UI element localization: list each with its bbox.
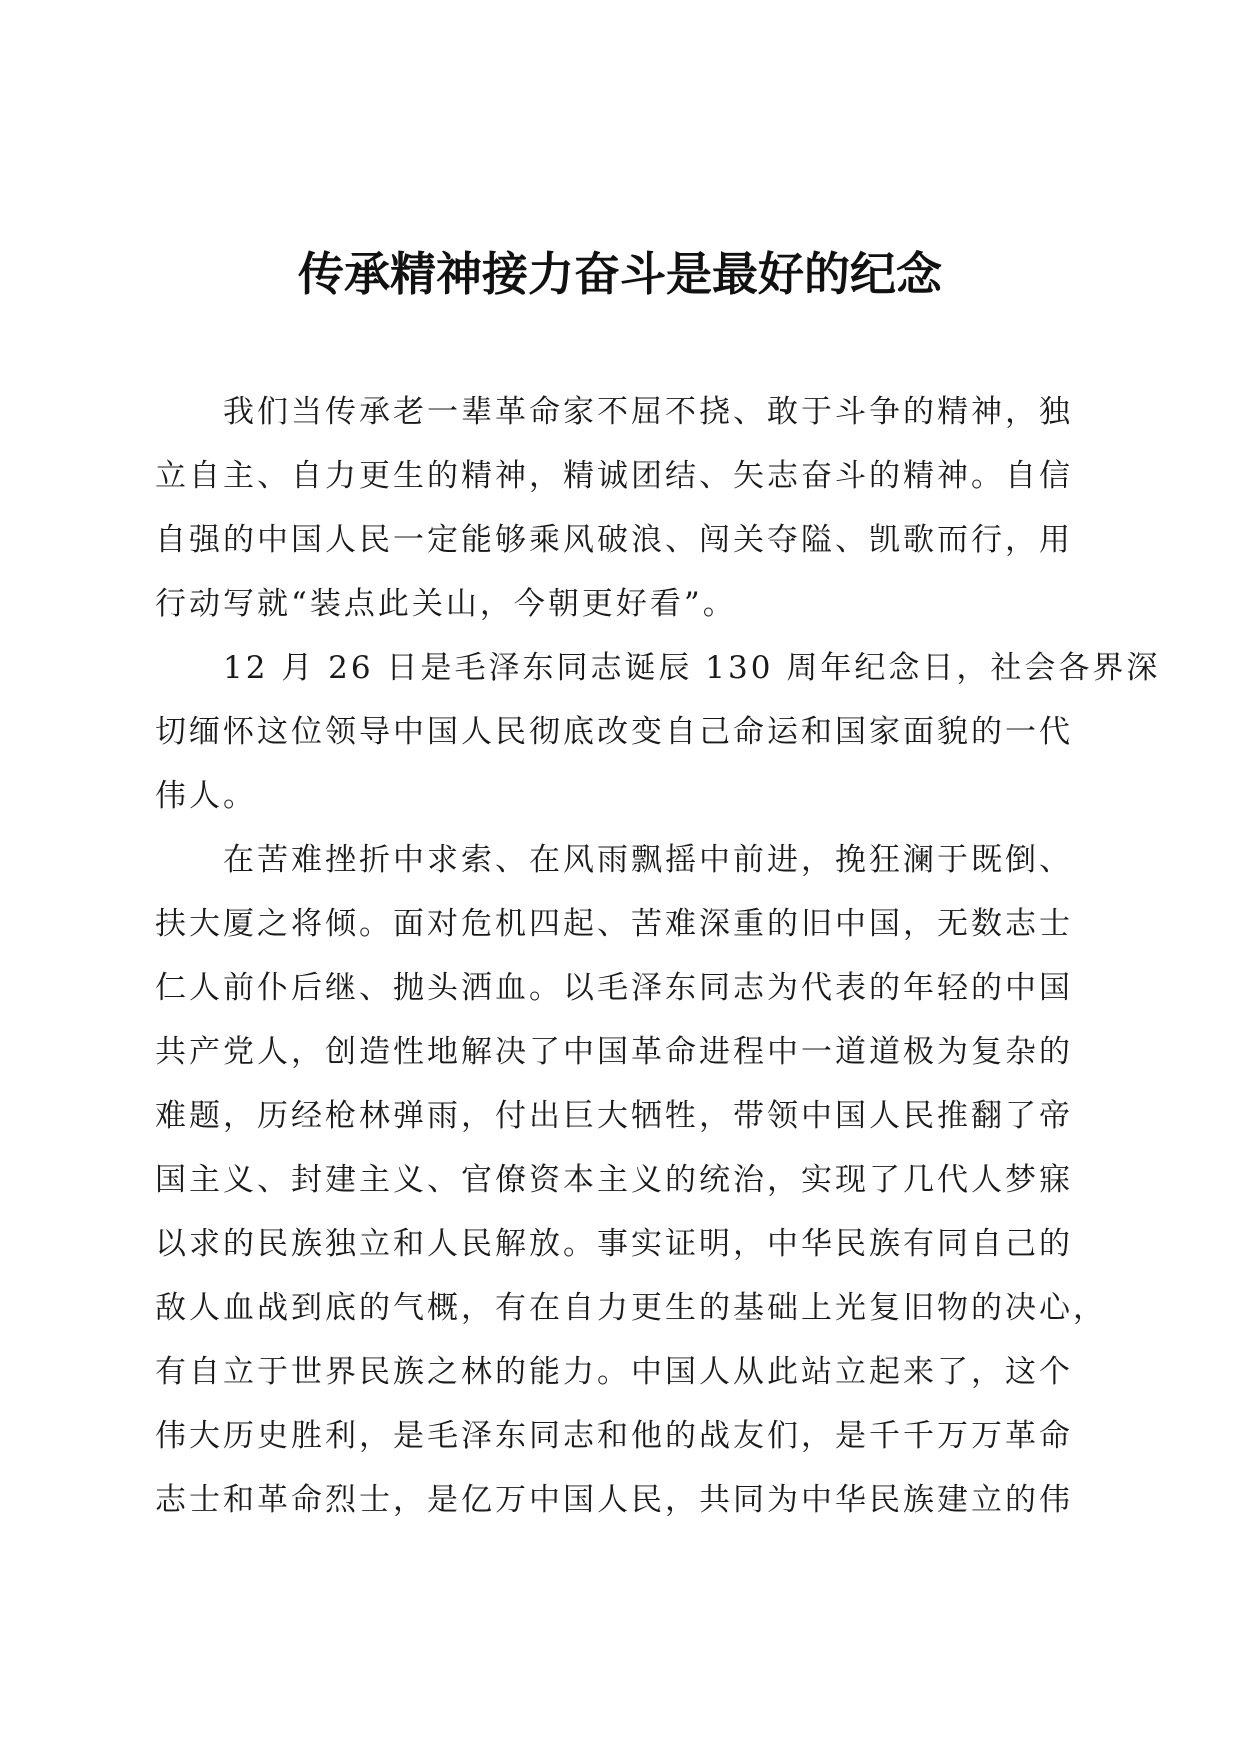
text-line: 敌人血战到底的气概，有在自力更生的基础上光复旧物的决心， (155, 1290, 1107, 1326)
text-line: 志士和革命烈士，是亿万中国人民，共同为中华民族建立的伟 (155, 1482, 1073, 1518)
text-line: 我们当传承老一辈革命家不屈不挠、敢于斗争的精神，独 (223, 394, 1073, 430)
text-line: 伟大历史胜利，是毛泽东同志和他的战友们，是千千万万革命 (155, 1418, 1073, 1454)
text-line: 共产党人，创造性地解决了中国革命进程中一道道极为复杂的 (155, 1034, 1073, 1070)
text-line: 伟人。 (155, 778, 257, 814)
text-line: 自强的中国人民一定能够乘风破浪、闯关夺隘、凯歌而行，用 (155, 522, 1073, 558)
text-line: 扶大厦之将倾。面对危机四起、苦难深重的旧中国，无数志士 (155, 906, 1073, 942)
text-line: 行动写就“装点此关山，今朝更好看”。 (155, 586, 737, 622)
text-line: 仁人前仆后继、抛头洒血。以毛泽东同志为代表的年轻的中国 (155, 970, 1073, 1006)
paragraph (155, 636, 1161, 828)
text-line: 国主义、封建主义、官僚资本主义的统治，实现了几代人梦寐 (155, 1162, 1073, 1198)
text-line: 有自立于世界民族之林的能力。中国人从此站立起来了，这个 (155, 1354, 1073, 1390)
text-line: 立自主、自力更生的精神，精诚团结、矢志奋斗的精神。自信 (155, 458, 1073, 494)
text-line: 12 月 26 日是毛泽东同志诞辰 130 周年纪念日，社会各界深 (223, 650, 1161, 686)
paragraph (155, 828, 1107, 1532)
text-line: 在苦难挫折中求索、在风雨飘摇中前进，挽狂澜于既倒、 (223, 842, 1073, 878)
document-title: 传承精神接力奋斗是最好的纪念 (298, 247, 942, 301)
text-line: 以求的民族独立和人民解放。事实证明，中华民族有同自己的 (155, 1226, 1073, 1262)
document-body (155, 380, 1161, 1532)
text-line: 难题，历经枪林弹雨，付出巨大牺牲，带领中国人民推翻了帝 (155, 1098, 1073, 1134)
text-line: 切缅怀这位领导中国人民彻底改变自己命运和国家面貌的一代 (155, 714, 1073, 750)
paragraph (155, 380, 1083, 636)
